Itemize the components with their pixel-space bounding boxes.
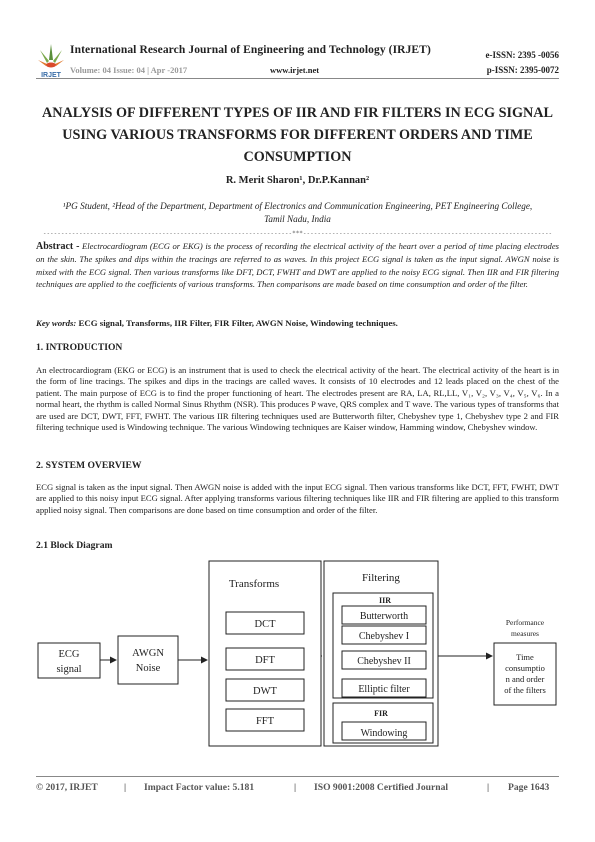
transforms-title: Transforms xyxy=(228,578,280,590)
irjet-logo xyxy=(36,40,66,80)
section-heading-block-diagram: 2.1 Block Diagram xyxy=(36,540,113,551)
awgn-label-2: Noise xyxy=(135,663,161,674)
p-issn: p-ISSN: 2395-0072 xyxy=(486,65,559,75)
transform-dft: DFT xyxy=(255,655,275,666)
ecg-signal-label-1: ECG xyxy=(58,649,80,660)
filtering-box xyxy=(324,561,438,746)
section-heading-system-overview: 2. SYSTEM OVERVIEW xyxy=(36,460,142,471)
abstract-text: Electrocardiogram (ECG or EKG) is the process of recording the electrical activity of the heart over a period of time placing electrodes on the skin. The spikes and dips within the tracings are referred to as waves. In this project ECG signal is taken as the input signal. AWGN noise is mixed with the ECG signal. Then various transforms like DFT, DCT, FWHT and DWT are applied to the noisy ECG signal. Then IIR and FIR filtering techniques are applied to the coefficients of various transforms. Then comparisons are made based on time consumption and order of the filter. xyxy=(36,241,559,289)
logo-text: IRJET xyxy=(41,72,61,79)
iir-chebyshev2: Chebyshev II xyxy=(357,656,411,667)
footer-divider: | xyxy=(294,782,297,793)
transform-dwt: DWT xyxy=(253,686,277,697)
fir-windowing: Windowing xyxy=(360,728,408,739)
journal-title: International Research Journal of Engineering and Technology (IRJET) xyxy=(70,44,431,56)
performance-item-1: Time xyxy=(516,652,534,662)
iir-box xyxy=(333,593,433,698)
performance-title-1: Performance xyxy=(505,618,545,627)
footer-divider: | xyxy=(124,782,127,793)
footer-page-number: Page 1643 xyxy=(508,782,550,793)
leaf-icon xyxy=(38,44,64,68)
awgn-noise-box xyxy=(118,636,178,684)
separator-line: ---------------------------------------------------------------------***--------------------------------------------------------------------- xyxy=(42,230,553,237)
keywords-label: Key words: xyxy=(36,318,77,328)
block-diagram xyxy=(36,556,559,766)
system-overview-paragraph: ECG signal is taken as the input signal. Then AWGN noise is added with the input ECG signal. Then various transforms like DCT, FFT, FWHT, DWT are applied to this noisy input ECG signal. After applying transforms various filtering techniques like IIR and FIR filtering are applied to this transform applied noisy signal. Then comparisons are done based on time consumption and order of the filter. xyxy=(36,482,559,515)
footer-copyright: © 2017, IRJET xyxy=(36,782,98,793)
e-issn: e-ISSN: 2395 -0056 xyxy=(485,50,559,60)
footer-rule xyxy=(36,776,559,777)
ecg-signal-label-2: signal xyxy=(56,664,82,675)
iir-elliptic: Elliptic filter xyxy=(358,684,410,695)
footer-iso: ISO 9001:2008 Certified Journal xyxy=(314,782,449,793)
awgn-label-1: AWGN xyxy=(132,648,164,659)
iir-title: IIR xyxy=(378,596,392,605)
performance-title-2: measures xyxy=(511,629,539,638)
authors: R. Merit Sharon¹, Dr.P.Kannan² xyxy=(225,175,370,186)
volume-info: Volume: 04 Issue: 04 | Apr -2017 xyxy=(70,65,188,75)
journal-website[interactable]: www.irjet.net xyxy=(270,65,320,75)
affiliation: ¹PG Student, ²Head of the Department, Department of Electronics and Communication Engineering, PET Engineering College, Tamil Nadu, India xyxy=(62,201,533,224)
keywords-text: ECG signal, Transforms, IIR Filter, FIR Filter, AWGN Noise, Windowing techniques. xyxy=(78,318,398,328)
transform-fft: FFT xyxy=(255,716,275,727)
paper-title: ANALYSIS OF DIFFERENT TYPES OF IIR AND FIR FILTERS IN ECG SIGNAL USING VARIOUS TRANSFORMS FOR DIFFERENT ORDERS AND TIME CONSUMPTION xyxy=(41,105,553,165)
performance-item-2: consumptio xyxy=(505,663,545,673)
section-heading-introduction: 1. INTRODUCTION xyxy=(36,342,123,353)
filtering-title: Filtering xyxy=(362,572,400,584)
header-rule xyxy=(36,78,559,79)
footer-divider: | xyxy=(487,782,490,793)
iir-butterworth: Butterworth xyxy=(359,611,409,622)
performance-item-4: of the filters xyxy=(504,685,546,695)
footer-impact-factor: Impact Factor value: 5.181 xyxy=(144,782,255,793)
transform-dct: DCT xyxy=(254,619,276,630)
abstract-label: Abstract - xyxy=(36,241,80,252)
abstract xyxy=(36,240,559,290)
fir-title: FIR xyxy=(374,709,388,718)
keywords xyxy=(36,318,559,328)
iir-chebyshev1: Chebyshev I xyxy=(358,631,410,642)
performance-item-3: n and order xyxy=(505,674,545,684)
introduction-paragraph: An electrocardiogram (EKG or ECG) is an instrument that is used to check the electrical activity of the heart. The electrical activity of the heart is in the form of line tracings. The spikes and dips in the tracings are called waves. It consists of 10 electrodes and 12 leads placed on the chest of the patient. The main purpose of ECG is to find the proper functioning of heart. The electrodes present are RA, LA, RL,LL, V₁, V₂, V₃, V₄, V₅, V₆. In a normal heart, the rhythm is called Normal Sinus Rhythm (NSR). This produces P wave, QRS complex and T wave. The various types of transforms that are used are DCT, DWT, FFT, FWHT. The various IIR filtering techniques used are Butterworth filter, Chebyshev type 1, Chebyshev type 2 and FIR filtering technique used is Windowing technique. The various Windowing techniques are Kaiser window, Hamming window, Chebyshev window. xyxy=(36,365,559,433)
